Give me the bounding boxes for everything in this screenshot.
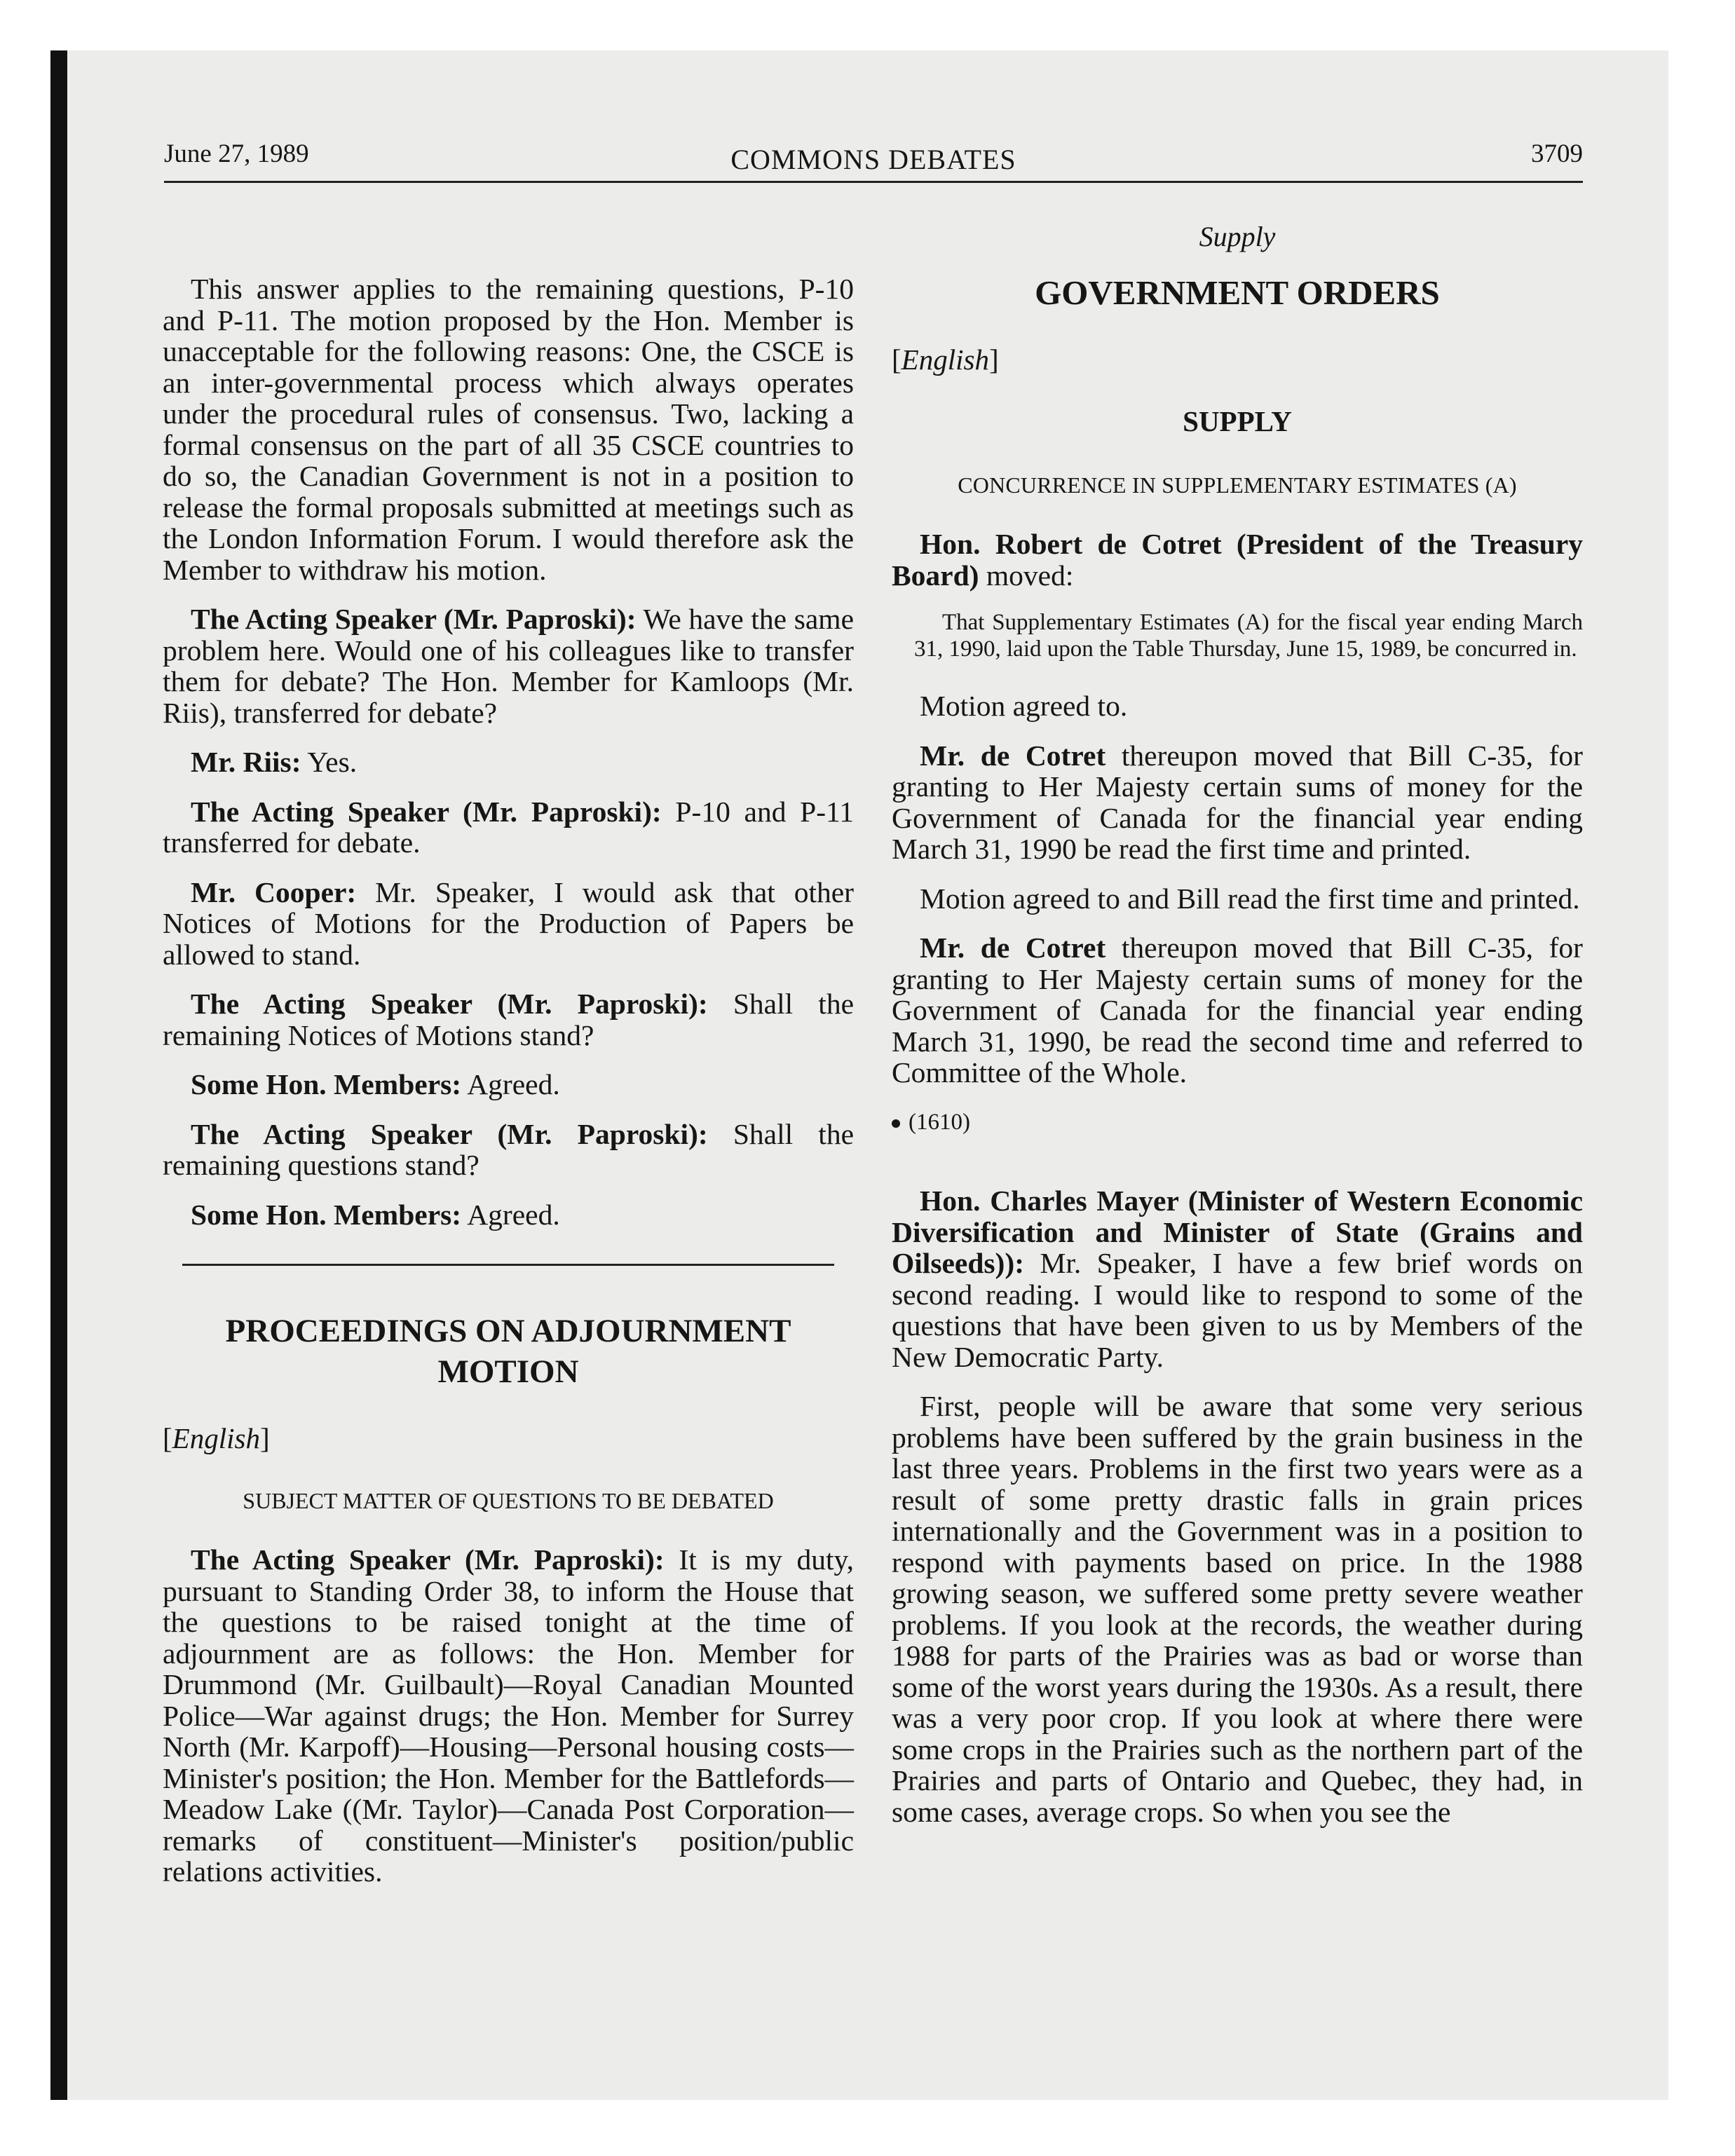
bullet-icon — [892, 1119, 900, 1128]
paragraph — [892, 932, 1583, 1089]
section-heading: PROCEEDINGS ON ADJOURNMENT MOTION — [225, 1313, 791, 1390]
paragraph: Motion agreed to and Bill read the first time and printed. — [920, 882, 1580, 915]
speech-text: moved: — [979, 559, 1074, 592]
paragraph: This answer applies to the remaining questions, P-10 and P-11. The motion proposed by the Hon. Member is unacceptable for the following reasons: One, the CSCE is an inter-governmental process which always operates under the procedural rules of consensus. Two, lacking a formal consensus on the part of all 35 CSCE countries to do so, the Canadian Government is not in a position to release the formal proposals submitted at meetings such as the London Information Forum. I would therefore ask the Member to withdraw his motion. — [163, 273, 854, 586]
paragraph: First, people will be aware that some very serious problems have been suffered by the grain business in the last three years. Problems in the first two years were as a result of some pretty drastic falls in grain prices internationally and the Government was in a position to respond with payments based on price. In the 1988 growing season, we suffered some pretty severe weather problems. If you look at the records, the weather during 1988 for parts of the Prairies was as bad or worse than some of the worst years during the 1930s. As a result, there was a very poor crop. If you look at where there were some crops in the Prairies such as the northern part of the Prairies and parts of Ontario and Quebec, they had, in some cases, average crops. So when you see the — [892, 1390, 1583, 1828]
speech-text: Agreed. — [461, 1198, 560, 1231]
motion-quote: That Supplementary Estimates (A) for the fiscal year ending March 31, 1990, laid upon the Table Thursday, June 15, 1989, be concurred in. — [914, 610, 1583, 662]
section-divider — [182, 1264, 834, 1266]
speaker-name: The Acting Speaker (Mr. Paproski): — [191, 795, 662, 828]
paragraph: Motion agreed to. — [920, 690, 1128, 722]
paragraph — [892, 528, 1583, 591]
right-column — [892, 210, 1583, 1845]
page-number: 3709 — [1531, 139, 1583, 168]
paragraph — [892, 740, 1583, 865]
timestamp-marker — [892, 1107, 1583, 1138]
subheading: CONCURRENCE IN SUPPLEMENTARY ESTIMATES (A) — [958, 472, 1517, 498]
paragraph — [163, 746, 854, 778]
speaker-name: The Acting Speaker (Mr. Paproski): — [191, 1543, 665, 1576]
paragraph — [163, 988, 854, 1051]
speech-text: We have the same problem here. Would one of his colleagues like to transfer them for debate? The Hon. Member for Kamloops (Mr. Riis), transferred for debate? — [163, 603, 855, 729]
speaker-name: The Acting Speaker (Mr. Paproski): — [191, 1117, 708, 1150]
speech-text: Agreed. — [461, 1068, 560, 1100]
speaker-name: Mr. de Cotret — [920, 932, 1106, 964]
speaker-name: The Acting Speaker (Mr. Paproski): — [191, 988, 708, 1020]
header-title: COMMONS DEBATES — [730, 144, 1016, 175]
speaker-name: Mr. Cooper: — [191, 875, 357, 908]
speaker-name: Some Hon. Members: — [191, 1068, 462, 1100]
speech-text: Shall the remaining Notices of Motions stand? — [163, 988, 854, 1051]
language-tag: [English] — [892, 343, 999, 376]
section-heading: GOVERNMENT ORDERS — [1035, 273, 1440, 312]
subheading: SUBJECT MATTER OF QUESTIONS TO BE DEBATED — [243, 1487, 774, 1513]
running-header — [164, 139, 1583, 183]
speech-text: thereupon moved that Bill C-35, for granting to Her Majesty certain sums of money for the Government of Canada for the financial year ending March 31, 1990, be read the second time and referred to Committee of the Whole. — [892, 932, 1584, 1089]
paragraph — [163, 1199, 854, 1231]
paragraph — [163, 796, 854, 859]
left-column — [163, 210, 854, 1906]
speech-text: It is my duty, pursuant to Standing Order 38, to inform the House that the questions to be raised tonight at the time of adjournment are as follows: the Hon. Member for Drummond (Mr. Guilbault)—Royal Canadian Mounted Police—War against drugs; the Hon. Member for Surrey North (Mr. Karpoff)—Housing—Personal housing costs—Minister's position; the Hon. Member for the Battlefords—Meadow Lake ((Mr. Taylor)—Canada Post Corporation—remarks of constituent—Minister's position/public relations activities. — [163, 1543, 854, 1888]
scan-edge-bar — [50, 50, 67, 2100]
paragraph — [163, 1544, 854, 1888]
speech-text: Mr. Speaker, I have a few brief words on second reading. I would like to respond to some of the questions that have been given to us by Members of the New Democratic Party. — [892, 1247, 1583, 1373]
subsection-heading: SUPPLY — [1183, 405, 1292, 437]
paragraph — [163, 877, 854, 971]
language-tag: [English] — [163, 1422, 270, 1454]
speech-text: P-10 and P-11 transferred for debate. — [163, 795, 855, 859]
speaker-name: The Acting Speaker (Mr. Paproski): — [191, 603, 637, 635]
paragraph — [163, 1119, 854, 1181]
speaker-name: Mr. de Cotret — [920, 739, 1106, 772]
running-section-title: Supply — [1199, 221, 1276, 252]
paragraph — [163, 1069, 854, 1100]
speech-text: Mr. Speaker, I would ask that other Notices of Motions for the Production of Papers be allowed to stand. — [163, 875, 854, 971]
paragraph — [892, 1185, 1583, 1372]
speaker-name: Hon. Charles Mayer (Minister of Western Economic Diversification and Minister of State (Grains and Oilseeds)): — [892, 1185, 1583, 1279]
header-date: June 27, 1989 — [164, 139, 309, 168]
timestamp-text: (1610) — [909, 1109, 970, 1135]
paragraph — [163, 603, 854, 728]
speech-text: thereupon moved that Bill C-35, for granting to Her Majesty certain sums of money for the Government of Canada for the financial year ending March 31, 1990 be read the first time and printed. — [892, 739, 1584, 865]
speaker-name: Hon. Robert de Cotret (President of the Treasury Board) — [892, 528, 1583, 592]
speech-text: Shall the remaining questions stand? — [163, 1117, 854, 1181]
speaker-name: Mr. Riis: — [191, 746, 301, 778]
speech-text: Yes. — [301, 746, 358, 778]
speaker-name: Some Hon. Members: — [191, 1198, 462, 1231]
